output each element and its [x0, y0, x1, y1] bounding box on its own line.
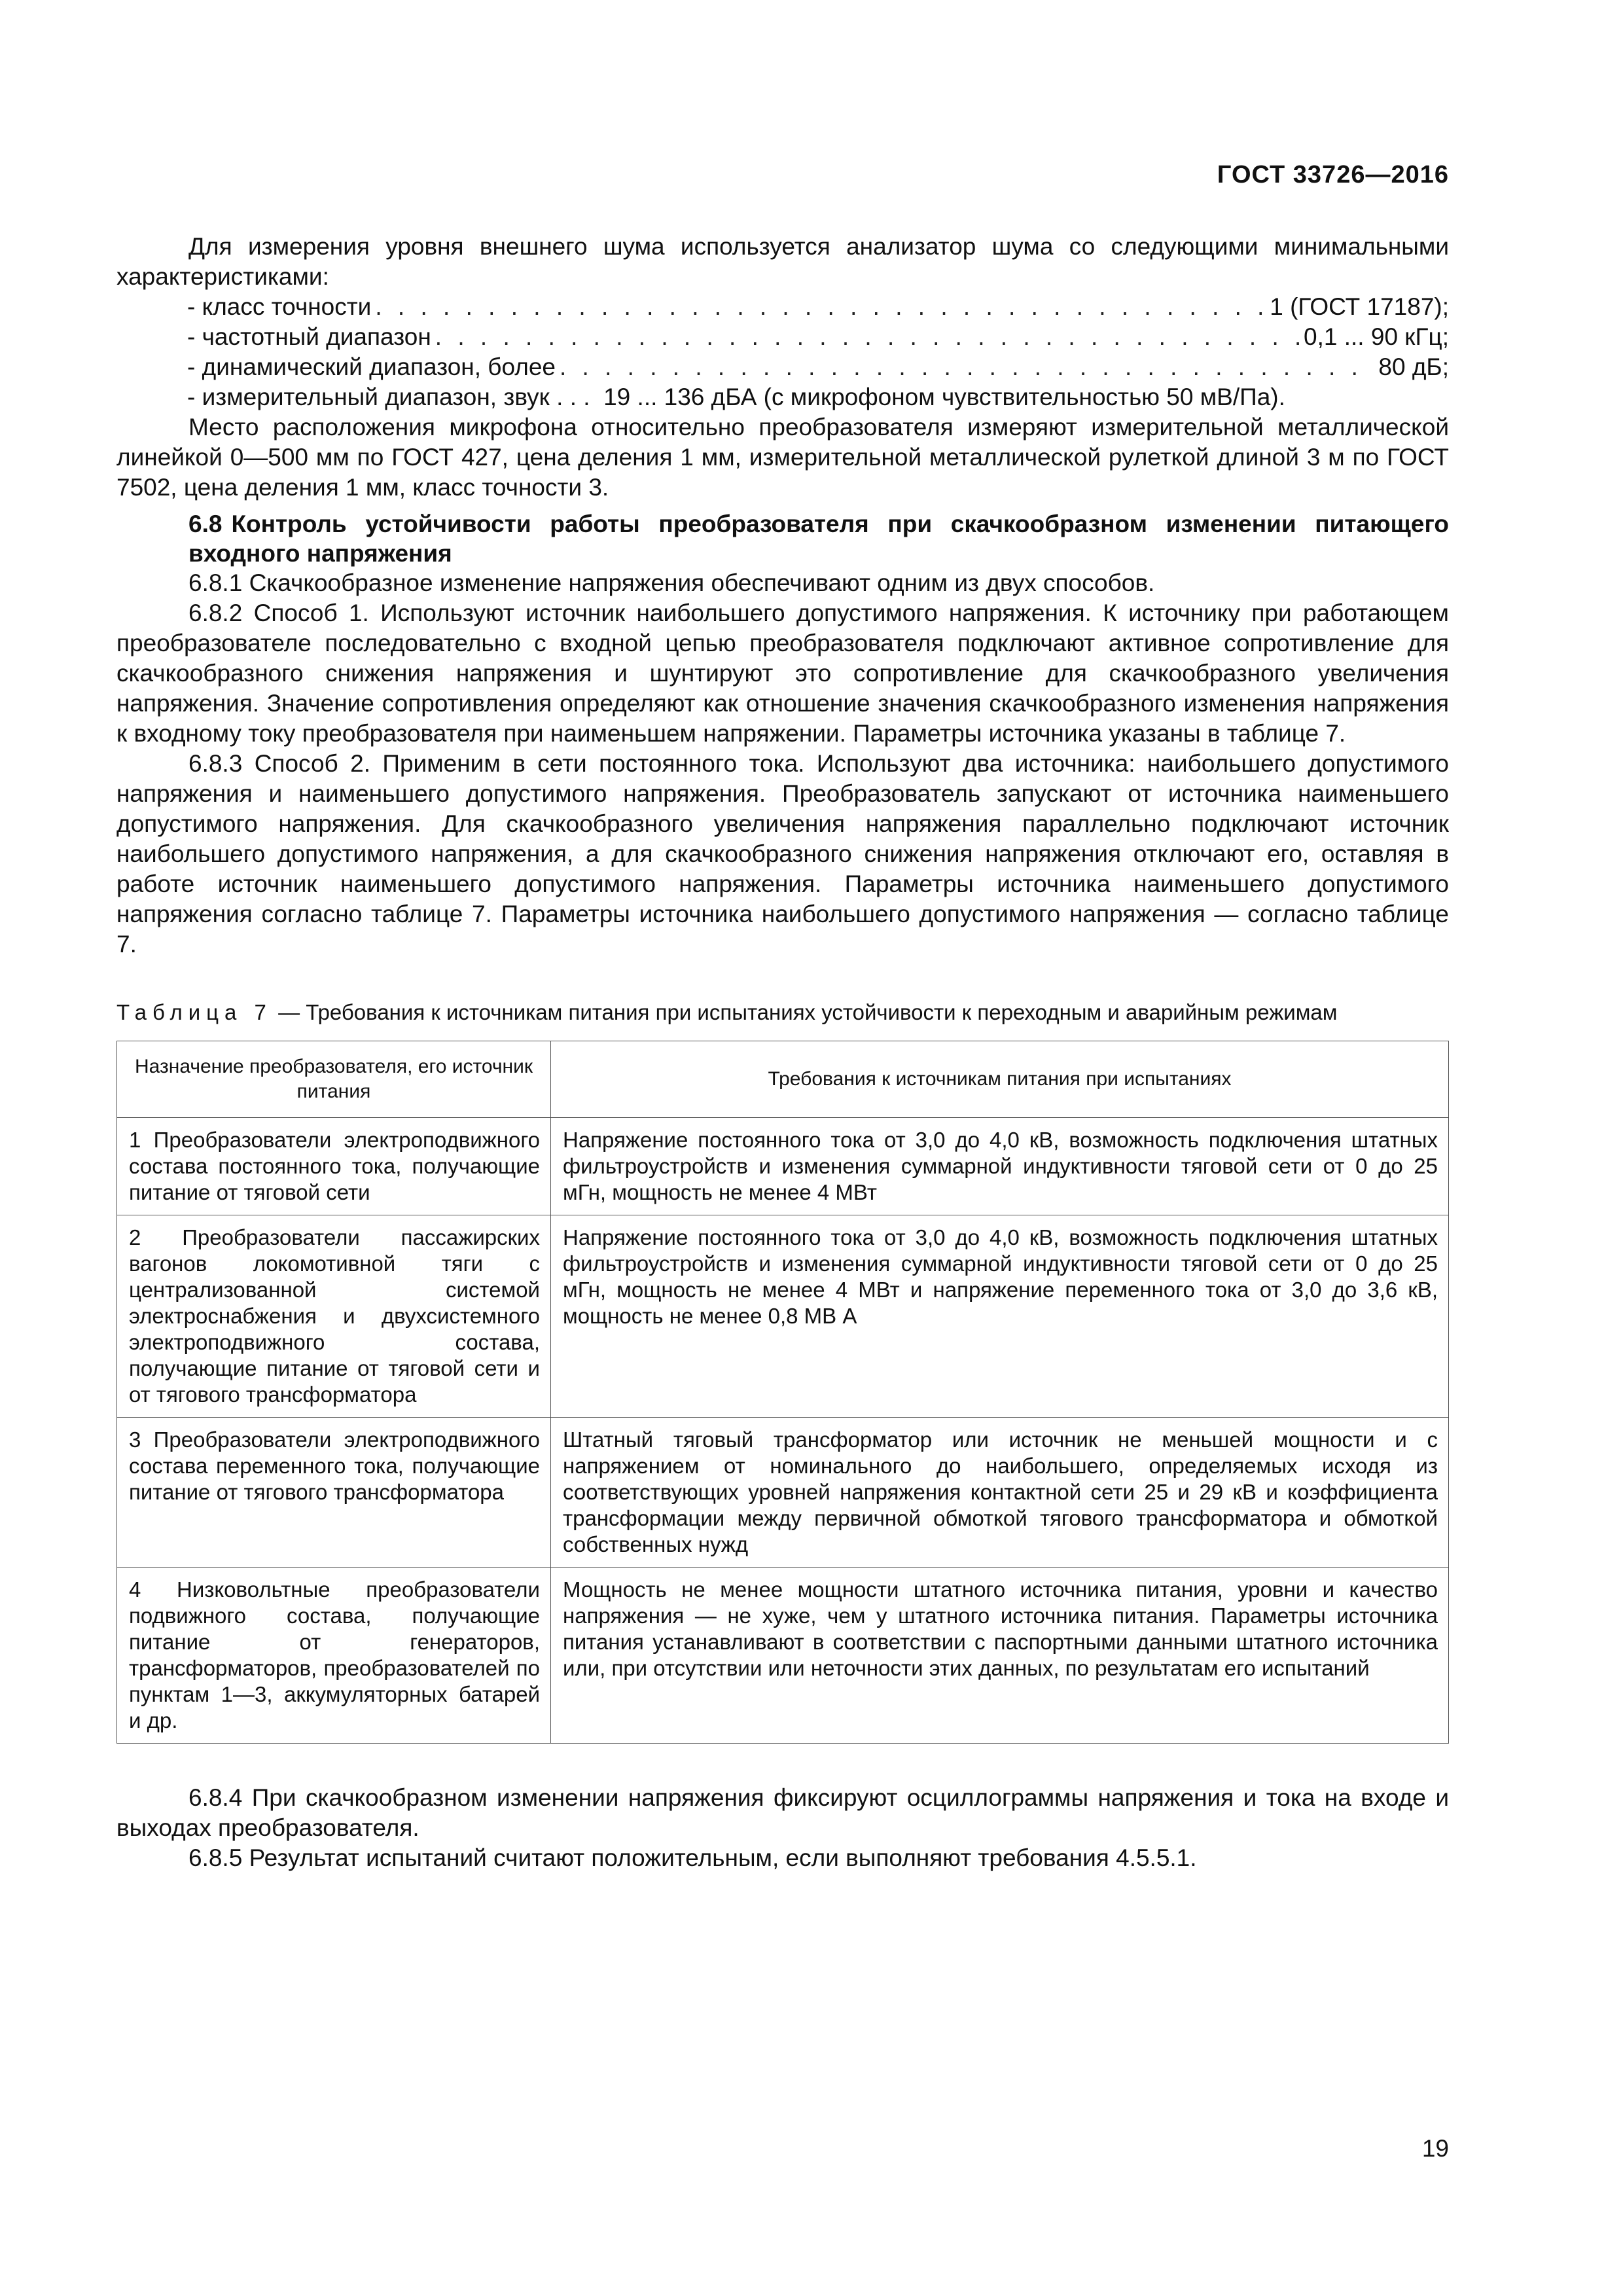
- page-content: [116, 232, 1449, 1873]
- list-item-text: - измерительный диапазон, звук . . . 19 ... 136 дБА (с микрофоном чувствительностью 50 мВ/Па).: [187, 384, 1285, 410]
- section-number: 6.8: [188, 511, 223, 537]
- column-header: Требования к источникам питания при испытаниях: [551, 1041, 1449, 1118]
- paragraph-6-8-5: 6.8.5 Результат испытаний считают положительным, если выполняют требования 4.5.5.1.: [188, 1844, 1197, 1871]
- list-item: [187, 352, 1449, 382]
- list-item-label: - частотный диапазон: [187, 323, 431, 350]
- table-row: [117, 1418, 1449, 1568]
- paragraph-6-8-3: 6.8.3 Способ 2. Применим в сети постоянного тока. Используют два источника: наибольшего допустимого напряжения и наименьшего допустимого напряжения. Преобразователь запускают от источника наименьшего допустимого напряжения. Для скачкообразного увеличения напряжения параллельно подключают источник наибольшего допустимого напряжения, а для скачкообразного снижения напряжения отключают его, оставляя в работе источник наименьшего допустимого напряжения. Параметры источника наименьшего допустимого напряжения согласно таблице 7. Параметры источника наибольшего допустимого напряжения — согласно таблице 7.: [116, 750, 1449, 958]
- table-cell: Напряжение постоянного тока от 3,0 до 4,0 кВ, возможность подключения штатных фильтроустройств и изменения суммарной индуктивности тяговой сети от 0 до 25 мГн, мощность не менее 4 МВт и напряжение переменного тока от 3,0 до 3,6 кВ, мощность не менее 0,8 МВ А: [551, 1215, 1449, 1418]
- table-caption-label: Таблица 7: [116, 1000, 272, 1024]
- characteristics-list: [187, 292, 1449, 412]
- list-item-value: 1 (ГОСТ 17187);: [1270, 293, 1449, 320]
- dot-leader: [435, 322, 1300, 352]
- microphone-paragraph: Место расположения микрофона относительно преобразователя измеряют измерительной металлической линейкой 0—500 мм по ГОСТ 427, цена деления 1 мм, измерительной металлической рулеткой длиной 3 м по ГОСТ 7502, цена деления 1 мм, класс точности 3.: [116, 414, 1449, 501]
- list-item-label: - класс точности: [187, 293, 372, 320]
- intro-paragraph: Для измерения уровня внешнего шума используется анализатор шума со следующими минимальными характеристиками:: [116, 233, 1449, 290]
- section-title: Контроль устойчивости работы преобразователя при скачкообразном изменении питающего входного напряжения: [188, 511, 1449, 567]
- table-row: [117, 1118, 1449, 1215]
- table-cell: 4 Низковольтные преобразователи подвижного состава, получающие питание от генераторов, трансформаторов, преобразователей по пунктам 1—3, аккумуляторных батарей и др.: [117, 1568, 551, 1744]
- table-header-row: [117, 1041, 1449, 1118]
- list-item: [187, 322, 1449, 352]
- column-header: Назначение преобразователя, его источник питания: [117, 1041, 551, 1118]
- list-item: [187, 382, 1449, 412]
- dot-leader: [560, 352, 1374, 382]
- list-item-label: - динамический диапазон, более: [187, 353, 556, 380]
- list-item-value: 0,1 ... 90 кГц;: [1304, 323, 1449, 350]
- section-heading: [116, 509, 1449, 568]
- table-caption: [116, 999, 1449, 1026]
- list-item: [187, 292, 1449, 322]
- document-code: ГОСТ 33726—2016: [1217, 161, 1449, 188]
- requirements-table: [116, 1041, 1449, 1744]
- table-cell: Штатный тяговый трансформатор или источник не меньшей мощности и с напряжением от номинального до наибольшего, определяемых исходя из соответствующих уровней напряжения контактной сети 25 и 29 кВ и коэффициента трансформации между первичной обмоткой тягового трансформатора и обмоткой собственных нужд: [551, 1418, 1449, 1568]
- paragraph-6-8-4: 6.8.4 При скачкообразном изменении напряжения фиксируют осциллограммы напряжения и тока на входе и выходах преобразователя.: [116, 1784, 1449, 1841]
- page-number: 19: [1421, 2135, 1449, 2162]
- paragraph-6-8-2: 6.8.2 Способ 1. Используют источник наибольшего допустимого напряжения. К источнику при работающем преобразователе последовательно с входной цепью преобразователя подключают активное сопротивление для скачкообразного снижения напряжения и шунтируют это сопротивление для скачкообразного увеличения напряжения. Значение сопротивления определяют как отношение значения скачкообразного изменения напряжения к входному току преобразователя при наименьшем напряжении. Параметры источника указаны в таблице 7.: [116, 600, 1449, 747]
- table-cell: Мощность не менее мощности штатного источника питания, уровни и качество напряжения — не хуже, чем у штатного источника питания. Параметры источника питания устанавливают в соответствии с паспортными данными штатного источника или, при отсутствии или неточности этих данных, по результатам его испытаний: [551, 1568, 1449, 1744]
- table-cell: Напряжение постоянного тока от 3,0 до 4,0 кВ, возможность подключения штатных фильтроустройств и изменения суммарной индуктивности тяговой сети от 0 до 25 мГн, мощность не менее 4 МВт: [551, 1118, 1449, 1215]
- dot-leader: [375, 292, 1266, 322]
- table-cell: 2 Преобразователи пассажирских вагонов локомотивной тяги с централизованной системой электроснабжения и двухсистемного электроподвижного состава, получающие питание от тяговой сети и от тягового трансформатора: [117, 1215, 551, 1418]
- table-cell: 3 Преобразователи электроподвижного состава переменного тока, получающие питание от тягового трансформатора: [117, 1418, 551, 1568]
- table-row: [117, 1215, 1449, 1418]
- table-row: [117, 1568, 1449, 1744]
- list-item-value: 80 дБ;: [1378, 353, 1449, 380]
- table-caption-text: — Требования к источникам питания при испытаниях устойчивости к переходным и аварийным режимам: [272, 1000, 1338, 1024]
- table-cell: 1 Преобразователи электроподвижного состава постоянного тока, получающие питание от тяговой сети: [117, 1118, 551, 1215]
- paragraph-6-8-1: 6.8.1 Скачкообразное изменение напряжения обеспечивают одним из двух способов.: [188, 569, 1155, 596]
